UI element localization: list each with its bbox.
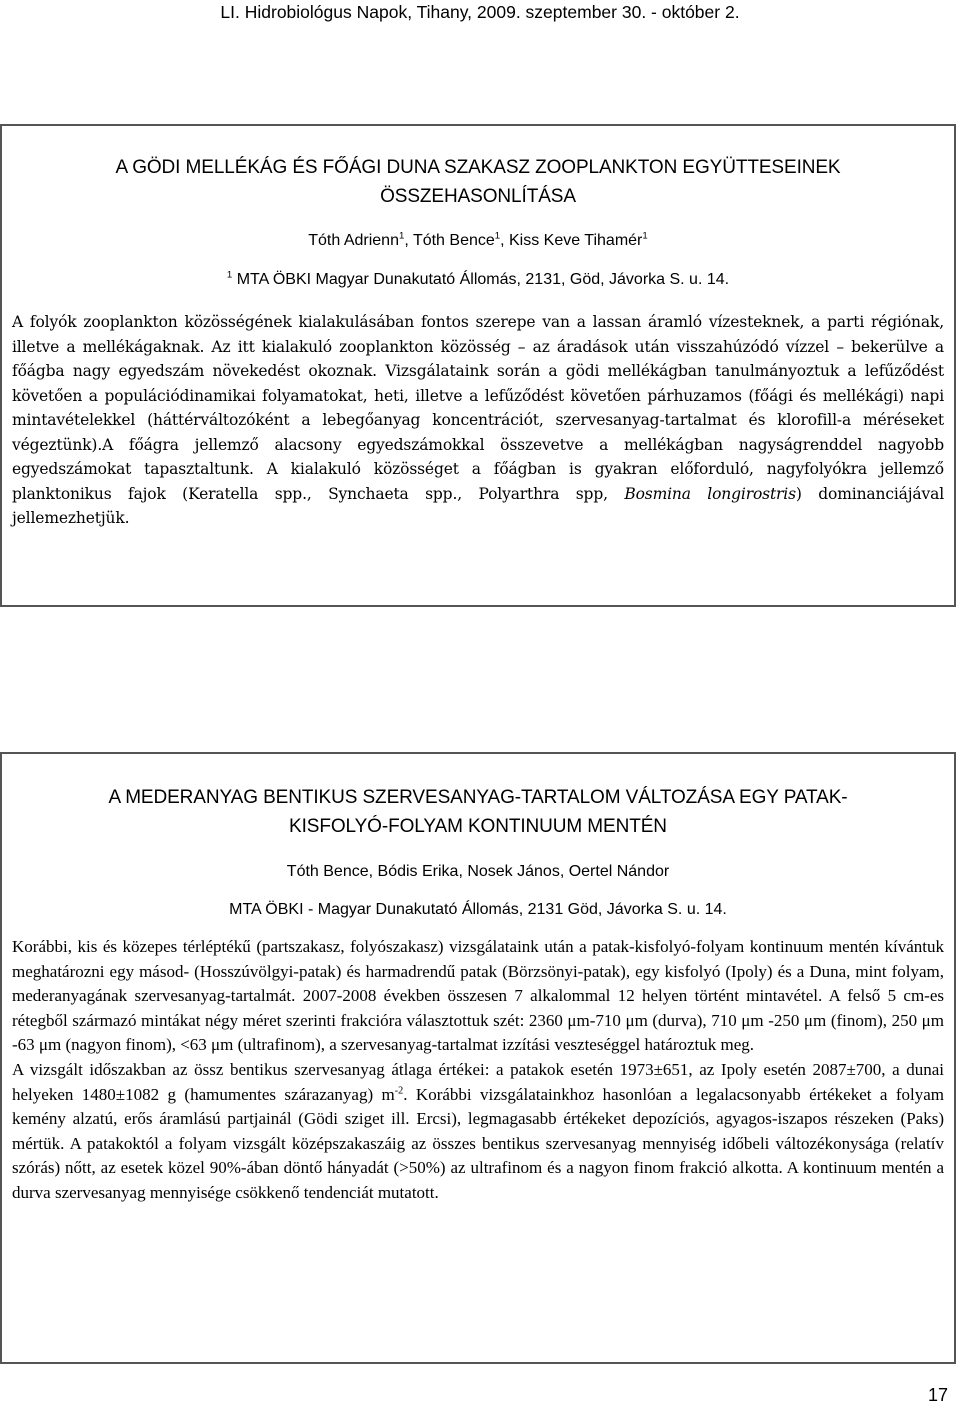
abstract-2-title-line-2: KISFOLYÓ-FOLYAM KONTINUUM MENTÉN <box>289 816 667 837</box>
abstract-1-title-line-1: A GÖDI MELLÉKÁG ÉS FŐÁGI DUNA SZAKASZ ZOOPLANKTON EGYÜTTESEINEK <box>115 157 841 178</box>
abstract-1-title-line-2: ÖSSZEHASONLÍTÁSA <box>380 186 576 207</box>
abstract-box-1 <box>0 124 956 607</box>
abstract-1-body-part-c: A főágra jellemző alacsony egyedszámokkal összevetve a mellékágban nagyságrenddel nagyobb egyedszámokat tapasztaltunk. A kialakuló közösséget a főágban is gyakran előforduló, nagyfolyókra jellemző planktonikus fajok (Keratella spp., Synchaeta spp., Polyarthra spp, <box>12 435 944 503</box>
abstract-1-title <box>12 153 944 211</box>
species-name: Bosmina longirostris <box>624 484 796 503</box>
page-number: 17 <box>927 1385 948 1405</box>
author-name: Tóth Bence <box>412 232 495 249</box>
abstract-2-title <box>12 783 944 841</box>
abstract-1-body-part-b: Vizsgálataink során a gödi mellékágban tanulmányoztuk a lefűződést követően a populációdinamikai folyamatokat, heti, illetve a lefűződést követően párhuzamos (főági és mellékági) napi mintavételekkel (háttérváltozóként a lebegőanyag koncentrációt, szervesanyag-tartalmat és klorofill-a méréseket végeztünk). <box>12 362 944 454</box>
affiliation-marker: 1 <box>494 230 501 242</box>
abstract-1-affiliation: $^1$ MTA ÖBKI Magyar Dunakutató Állomás, 2131, Göd, Jávorka S. u. 14. <box>226 269 730 288</box>
abstract-1-authors: Tóth Adrienn$^1$, Tóth Bence$^1$, Kiss Keve Tihamér$^1$ <box>308 230 648 249</box>
abstract-2-paragraph-2: A vizsgált időszakban az össz bentikus szervesanyag átlaga értékei: a patakok esetén 1973±651, az Ipoly esetén 2087±700, a dunai helyeken 1480±1082 g (hamumentes szárazanyag) $m^{-2}$. Korábbi vizsgálatainkhoz hasonlóan a legalacsonyabb értékeket a folyam kemény alzatú, erős áramlású partjainál (Gödi sziget ill. Ercsi), legmagasabb értékeket depozíciós, agyagos-iszapos részeken (Paks) mértük. A patakoktól a folyam vizsgált középszakaszáig az összes bentikus szervesanyag mennyiség időbeli változékonysága (relatív szórás) nőtt, az esetek közel 90%-ában döntő hányadát (>50%) az ultrafinom és a nagyon finom frakció alkotta. A kontinuum mentén a durva szervesanyag mennyisége csökkenő tendenciát mutatott. <box>12 1059 944 1202</box>
author-name: Tóth Adrienn <box>308 232 399 249</box>
abstract-1-body-part-d: ) dominanciájával jellemezhetjük. <box>12 484 945 527</box>
conference-header: LI. Hidrobiológus Napok, Tihany, 2009. szeptember 30. - október 2. <box>220 2 740 22</box>
abstract-1-body <box>12 310 944 531</box>
author-name: Kiss Keve Tihamér <box>509 232 643 249</box>
abstract-2-authors: Tóth Bence, Bódis Erika, Nosek János, Oertel Nándor <box>286 863 670 880</box>
abstract-2-affiliation: MTA ÖBKI - Magyar Dunakutató Állomás, 2131 Göd, Jávorka S. u. 14. <box>229 901 727 918</box>
unit-exponent: -2 <box>394 1084 404 1096</box>
abstract-1-body-part-a: A folyók zooplankton közösségének kialakulásában fontos szerepe van a lassan áramló vízesteknek, a parti régiónak, illetve a mellékágaknak. Az itt kialakuló zooplankton közösség – az áradások után visszahúzódó vízzel – bekerülve a főágba nagy egyedszám növekedést okoznak. <box>12 313 944 380</box>
abstract-box-2 <box>0 752 956 1364</box>
abstract-2-title-line-1: A MEDERANYAG BENTIKUS SZERVESANYAG-TARTALOM VÁLTOZÁSA EGY PATAK- <box>108 787 848 808</box>
affiliation-marker: 1 <box>642 230 648 242</box>
affiliation-marker: 1 <box>398 230 405 242</box>
abstract-2-paragraph-1: Korábbi, kis és közepes térléptékű (partszakasz, folyószakasz) vizsgálataink után a patak-kisfolyó-folyam kontinuum mentén kívántuk meghatározni egy másod- (Hosszúvölgyi-patak) és harmadrendű patak (Börzsönyi-patak), egy kisfolyó (Ipoly) és a Duna, mint folyam, mederanyagának szervesanyag-tartalmát. 2007-2008 években összesen 7 alkalommal 12 helyen történt mintavétel. A felső 5 cm-es rétegből származó mintákat négy méret szerinti frakcióra választottuk szét: 2360 μm-710 μm (durva), 710 μm -250 μm (finom), 250 μm -63 μm (nagyon finom), <63 μm (ultrafinom), a szervesanyag-tartalmat izzítási veszteséggel határoztuk meg. <box>12 937 944 1055</box>
abstract-2-body <box>12 935 944 1206</box>
affiliation-marker: 1 <box>226 269 233 281</box>
